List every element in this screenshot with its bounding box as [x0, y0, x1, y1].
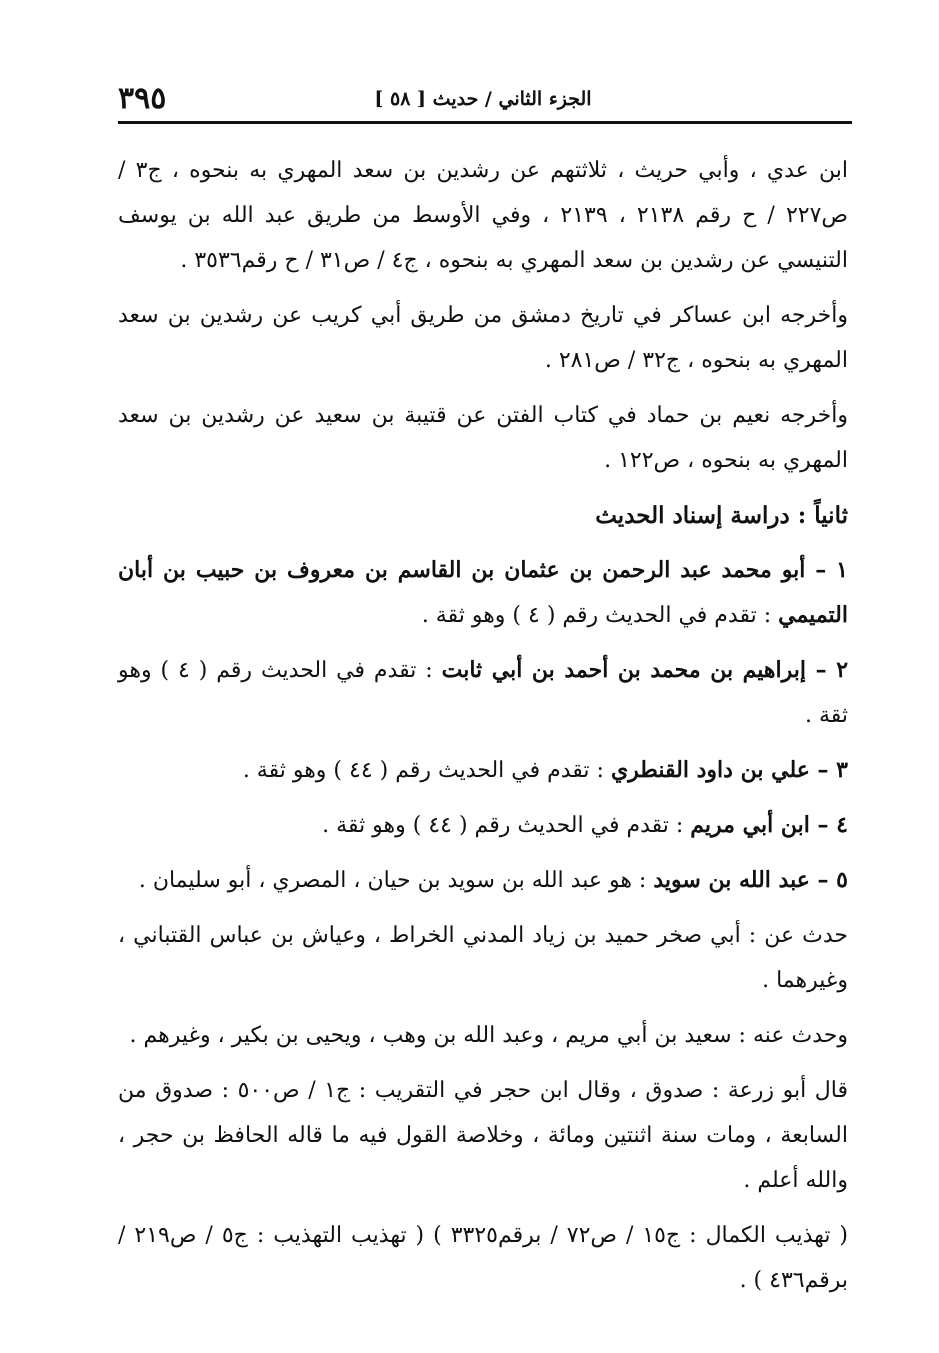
paragraph-teachers: حدث عن : أبي صخر حميد بن زياد المدني الخراط ، وعياش بن عباس القتباني ، وغيرهما .	[118, 923, 848, 993]
paragraph-grading: قال أبو زرعة : صدوق ، وقال ابن حجر في التقريب : ج١ / ص٥٠٠ : صدوق من السابعة ، ومات سنة اثنتين ومائة ، وخلاصة القول فيه ما قاله الحافظ بن حجر ، والله أعلم .	[118, 1078, 848, 1193]
narrator-note: : هو عبد الله بن سويد بن حيان ، المصري ، أبو سليمان .	[138, 868, 654, 893]
paragraph-references: ( تهذيب الكمال : ج١٥ / ص٧٢ / برقم٣٣٢٥ ) ( تهذيب التهذيب : ج٥ / ص٢١٩ / برقم٤٣٦ ) .	[118, 1223, 849, 1293]
running-head: الجزء الثاني / حديث [ ٥٨ ]	[374, 88, 592, 110]
paragraph-2: وأخرجه ابن عساكر في تاريخ دمشق من طريق أبي كريب عن رشدين بن سعد المهري به بنحوه ، ج٣٢ / ص٢٨١ .	[118, 303, 848, 373]
page-header	[118, 80, 848, 118]
narrator-item-5	[118, 858, 848, 903]
narrator-note: : تقدم في الحديث رقم ( ٤ ) وهو ثقة .	[118, 658, 848, 728]
narrator-item-3	[118, 748, 848, 793]
narrator-item-1	[118, 548, 848, 638]
narrator-note: : تقدم في الحديث رقم ( ٤٤ ) وهو ثقة .	[322, 813, 691, 838]
paragraph-1: ابن عدي ، وأبي حريث ، ثلاثتهم عن رشدين بن سعد المهري به بنحوه ، ج٣ / ص٢٢٧ / ح رقم ٢١٣٨ ، ٢١٣٩ ، وفي الأوسط من طريق عبد الله بن يوسف التنيسي عن رشدين بن سعد المهري به بنحوه ، ج٤ / ص٣١ / ح رقم٣٥٣٦ .	[118, 158, 848, 273]
paragraph-3: وأخرجه نعيم بن حماد في كتاب الفتن عن قتيبة بن سعيد عن رشدين بن سعد المهري به بنحوه ، ص١٢٢ .	[118, 403, 848, 473]
narrator-name: ٤ – ابن أبي مريم	[690, 812, 848, 838]
narrator-item-2	[118, 648, 848, 738]
narrator-item-4	[118, 803, 848, 848]
narrator-note: : تقدم في الحديث رقم ( ٤ ) وهو ثقة .	[421, 603, 779, 628]
narrator-note: : تقدم في الحديث رقم ( ٤٤ ) وهو ثقة .	[242, 758, 611, 783]
page-number: ٣٩٥	[118, 81, 167, 116]
narrator-name: ٥ – عبد الله بن سويد	[653, 867, 848, 893]
section-heading: ثانياً : دراسة إسناد الحديث	[595, 502, 848, 529]
narrator-name: ٣ – علي بن داود القنطري	[610, 757, 848, 783]
narrator-name: ١ – أبو محمد عبد الرحمن بن عثمان بن القاسم بن معروف بن حبيب بن أبان التميمي	[118, 557, 848, 628]
header-rule	[118, 121, 852, 124]
paragraph-students: وحدث عنه : سعيد بن أبي مريم ، وعبد الله بن وهب ، ويحيى بن بكير ، وغيرهم .	[129, 1023, 848, 1048]
narrator-name: ٢ – إبراهيم بن محمد بن أحمد بن أبي ثابت	[441, 657, 849, 683]
page-body	[118, 148, 848, 1311]
